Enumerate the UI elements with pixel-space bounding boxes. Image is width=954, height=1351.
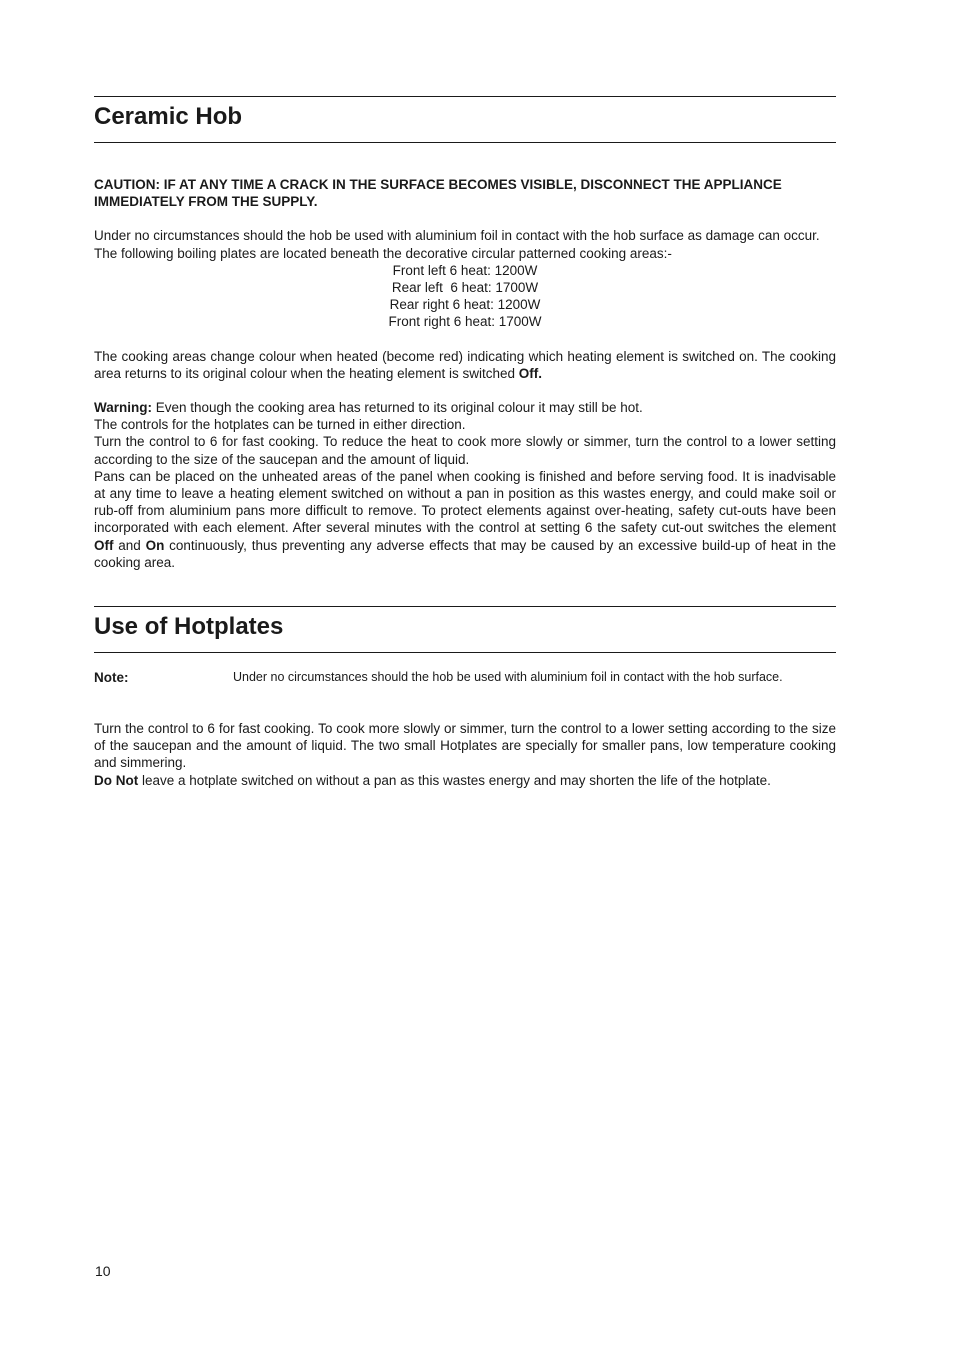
section-title-ceramic-hob: Ceramic Hob [94, 103, 243, 130]
note-row [94, 669, 836, 686]
hotplates-turn-paragraph: Turn the control to 6 for fast cooking. To cook more slowly or simmer, turn the control to a lower setting according to the size of the saucepan and the amount of liquid. The two small Hotplates are specially for smaller pans, low temperature cooking and simmering. [94, 721, 836, 771]
pans-text-b: continuously, thus preventing any adverse effects that may be caused by an excessive build-up of heat in the cooking area. [94, 537, 836, 570]
pans-text-a: Pans can be placed on the unheated areas of the panel when cooking is finished and before serving food. It is inadvisable at any time to leave a heating element switched on without a pan in position as this wastes energy, and could make soil or rub-off from aluminium pans more difficult to remove. To protect elements against over-heating, safety cut-outs have been incorporated with each element. After several minutes with the control at setting 6 the safety cut-out switches the element [94, 468, 836, 536]
plate-item: Rear left 6 heat: 1700W [391, 280, 539, 296]
spacer [94, 382, 836, 399]
plate-item: Front left 6 heat: 1200W [392, 262, 538, 278]
plate-item: Rear right 6 heat: 1200W [389, 297, 541, 313]
caution-text: CAUTION: IF AT ANY TIME A CRACK IN THE SURFACE BECOMES VISIBLE, DISCONNECT THE APPLIANCE IMMEDIATELY FROM THE SUPPLY. [94, 177, 782, 210]
pans-and: and [113, 537, 146, 553]
warning-text: Even though the cooking area has returned to its original colour it may still be hot. [152, 400, 643, 416]
spacer [94, 571, 836, 606]
pans-paragraph [94, 468, 836, 571]
section-rule-bottom [94, 142, 836, 143]
warning-paragraph [94, 399, 836, 416]
plates-intro-paragraph: The following boiling plates are located beneath the decorative circular patterned cooking areas:- [94, 245, 672, 261]
note-label: Note: [94, 670, 129, 686]
turn-paragraph: Turn the control to 6 for fast cooking. To reduce the heat to cook more slowly or simmer, turn the control to a lower setting according to the size of the saucepan and the amount of liquid. [94, 434, 836, 467]
pans-on-bold: On [145, 537, 165, 553]
warning-label: Warning: [94, 400, 152, 416]
spacer [94, 210, 836, 227]
direction-paragraph: The controls for the hotplates can be turned in either direction. [94, 417, 466, 433]
spacer [94, 686, 836, 720]
note-text: Under no circumstances should the hob be used with aluminium foil in contact with the hob surface. [233, 670, 783, 685]
pans-off-bold: Off [94, 537, 114, 553]
donot-text: leave a hotplate switched on without a pan as this wastes energy and may shorten the life of the hotplate. [138, 772, 771, 788]
section-title-use-of-hotplates: Use of Hotplates [94, 613, 284, 641]
donot-paragraph [94, 772, 836, 789]
plates-list [94, 262, 836, 331]
document-page [94, 96, 836, 789]
donot-label: Do Not [94, 772, 139, 788]
foil-paragraph: Under no circumstances should the hob be used with aluminium foil in contact with the hob surface as damage can occur. [94, 228, 820, 244]
colour-off-bold: Off. [518, 365, 542, 381]
plate-item: Front right 6 heat: 1700W [388, 314, 542, 330]
spacer [94, 331, 836, 348]
colour-paragraph [94, 348, 836, 382]
colour-text: The cooking areas change colour when heated (become red) indicating which heating element is switched on. The cooking area returns to its original colour when the heating element is switched [94, 348, 836, 381]
page-number: 10 [95, 1263, 111, 1279]
section-rule-bottom [94, 652, 836, 653]
